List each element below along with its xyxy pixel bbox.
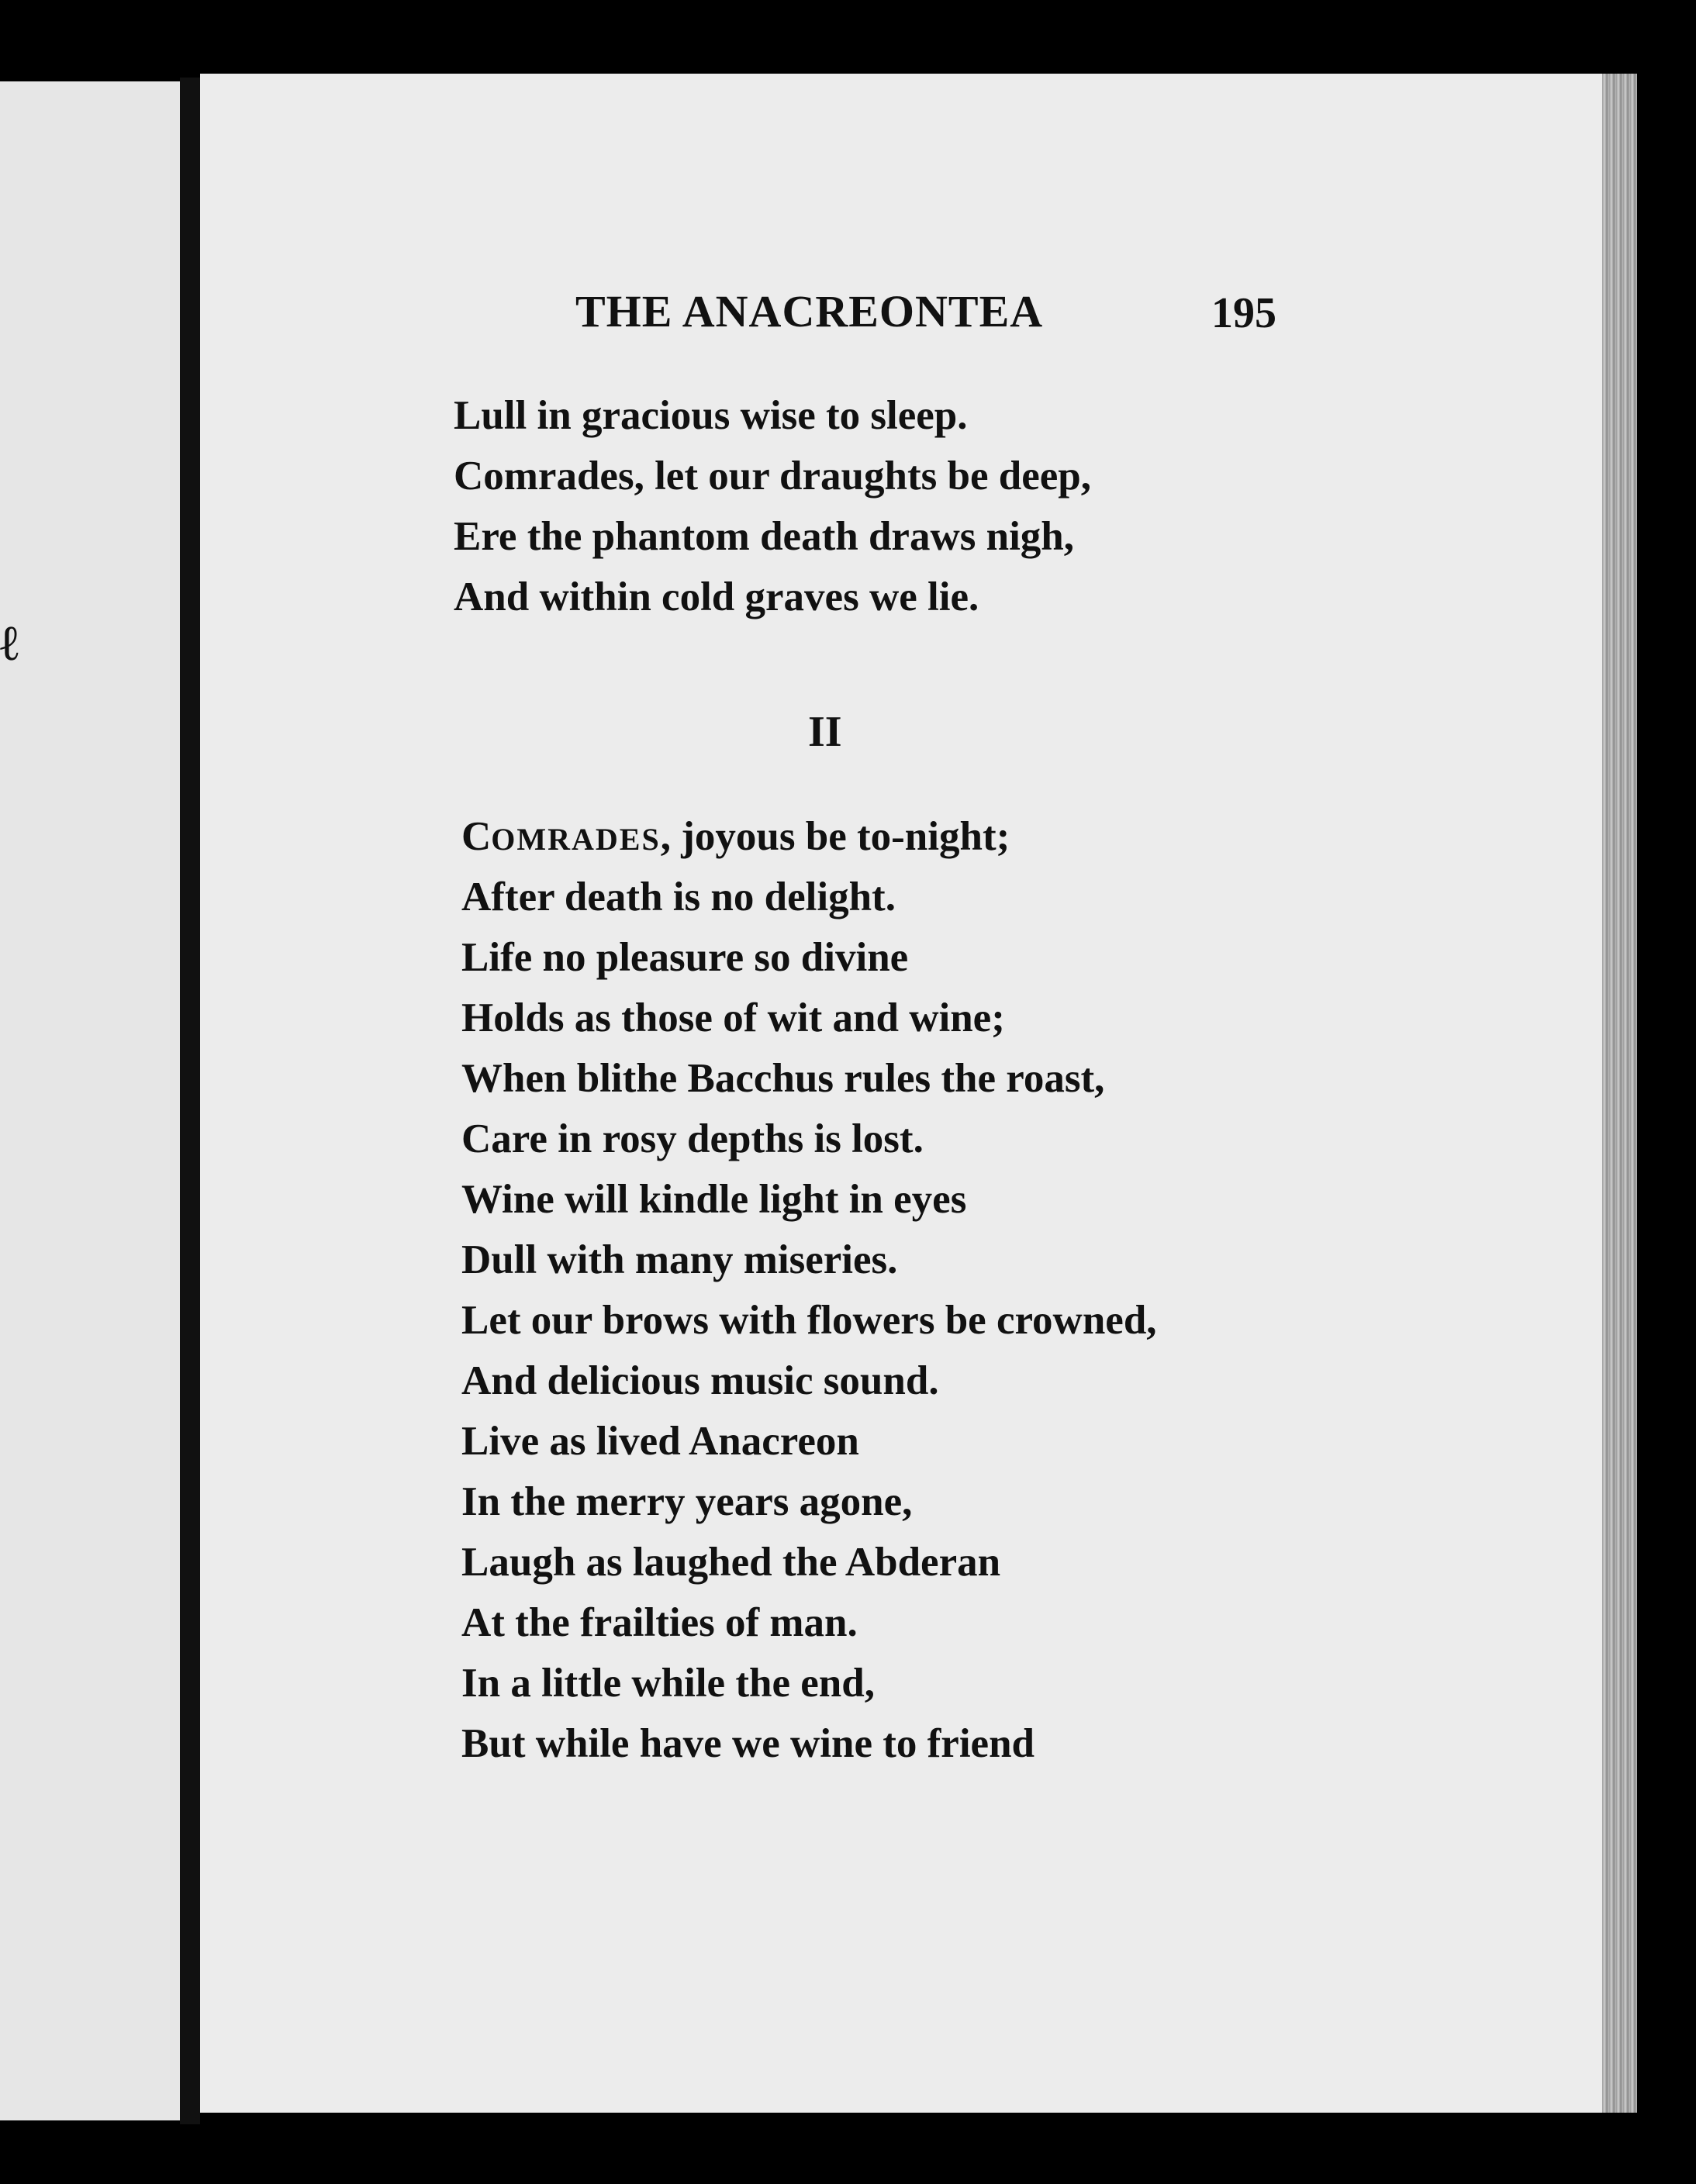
poem-line: When blithe Bacchus rules the roast, bbox=[461, 1056, 1105, 1101]
poem-first-line bbox=[461, 806, 1157, 867]
previous-page-edge bbox=[0, 81, 180, 2120]
poem-line: Dull with many miseries. bbox=[461, 1237, 898, 1282]
poem-line: Laugh as laughed the Abderan bbox=[461, 1540, 1001, 1585]
continued-stanza bbox=[454, 385, 1091, 627]
poem-line: Wine will kindle light in eyes bbox=[461, 1177, 967, 1222]
opening-word-small-caps: OMRADES bbox=[491, 822, 661, 857]
page-edge-stack bbox=[1602, 74, 1637, 2113]
poem-line: Let our brows with flowers be crowned, bbox=[461, 1298, 1157, 1343]
poem-line: But while have we wine to friend bbox=[461, 1721, 1035, 1766]
poem-line: Ere the phantom death draws nigh, bbox=[454, 514, 1075, 559]
poem-line: And delicious music sound. bbox=[461, 1358, 939, 1403]
running-head: THE ANACREONTEA bbox=[575, 286, 1044, 336]
first-line-remainder: , joyous be to-night; bbox=[660, 814, 1010, 859]
poem-line: Care in rosy depths is lost. bbox=[461, 1116, 924, 1161]
poem-line: After death is no delight. bbox=[461, 875, 896, 919]
poem-line: In the merry years agone, bbox=[461, 1479, 913, 1524]
opening-word-initial: C bbox=[461, 814, 492, 859]
book-gutter bbox=[180, 78, 200, 2124]
section-number: II bbox=[808, 708, 842, 756]
poem-line: Holds as those of wit and wine; bbox=[461, 995, 1005, 1040]
poem-line: Life no pleasure so divine bbox=[461, 935, 909, 980]
section-ii-poem bbox=[461, 806, 1157, 1774]
poem-line: Live as lived Anacreon bbox=[461, 1419, 859, 1464]
page-number: 195 bbox=[1211, 289, 1276, 337]
poem-line: Comrades, let our draughts be deep, bbox=[454, 454, 1091, 499]
poem-line: And within cold graves we lie. bbox=[454, 574, 979, 619]
poem-line: In a little while the end, bbox=[461, 1661, 875, 1706]
poem-line: At the frailties of man. bbox=[461, 1600, 858, 1645]
previous-page-text-fragment: ℓ bbox=[0, 616, 19, 671]
poem-line: Lull in gracious wise to sleep. bbox=[454, 393, 968, 438]
